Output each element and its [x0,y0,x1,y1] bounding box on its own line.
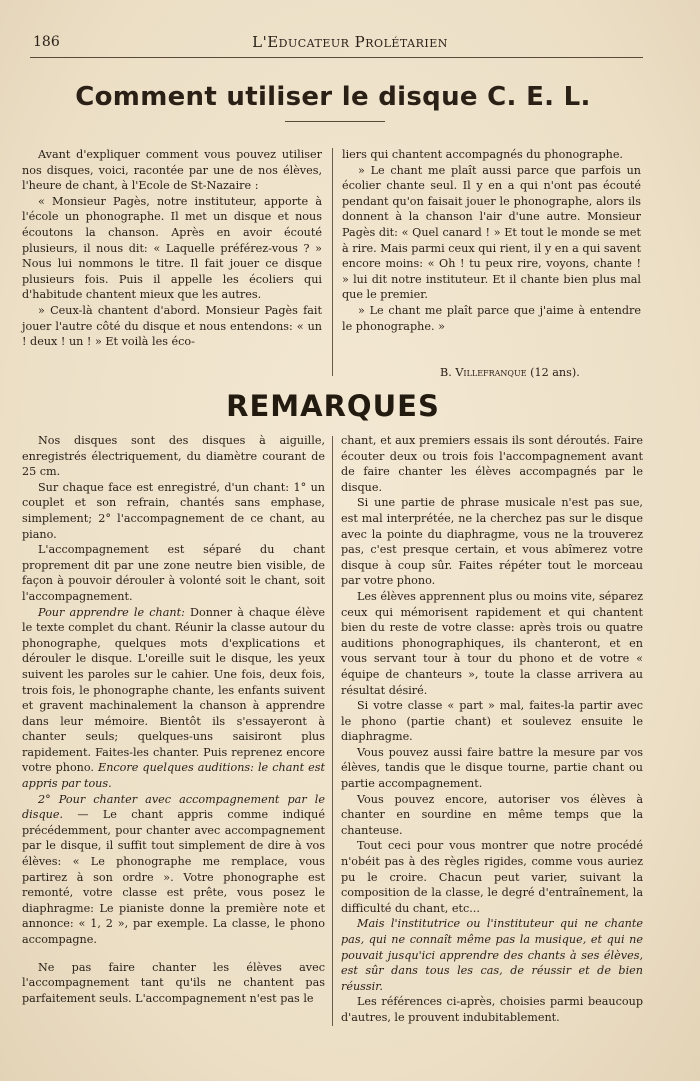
remark-emphasis: Encore quelques auditions: le chant est appris par tous. [22,761,325,791]
remark-paragraph: Les élèves apprennent plus ou moins vite, séparez ceux qui mémorisent rapidement et qui chantent bien du reste de votre classe: après trois ou quatre auditions phonographiques, ils chanteront, et en vous servant tour à tour du phono et de votre « équipe de chanteurs », toute la classe arrivera au résultat désiré. [341,589,644,697]
remark-paragraph: Les références ci-après, choisies parmi beaucoup d'autres, le prouvent indubitablement. [341,995,643,1024]
signature-age: (12 ans). [526,366,580,379]
article-column-right [342,147,641,334]
remark-text: — Le chant appris comme indiqué précédemment, pour chanter avec accompagnement par le disque, il suffit tout simplement de dire à vos élèves: « Le phonographe me remplace, vous partirez à son ordre ». Votre phonographe est remonté, votre classe est prête, vous posez le diaphragme: Le pianiste donne la première note et annonce: « 1, 2 », par exemple. La classe, le phono accompagne. [22,808,325,946]
remark-paragraph: Sur chaque face est enregistré, d'un chant: 1° un couplet et son refrain, chantés sans emphase, simplement; 2° l'accompagnement de ce chant, au piano. [22,480,325,541]
article-paragraph: liers qui chantent accompagnés du phonographe. [342,148,623,161]
remark-label: 2° Pour chanter avec accompagnement par le disque. [22,792,325,822]
remarques-column-right [341,433,643,1026]
article-title: Comment utiliser le disque C. E. L. [75,82,591,112]
section-heading: REMARQUES [226,389,440,423]
remark-label: Pour apprendre le chant: [38,605,185,619]
column-divider [332,148,333,376]
article-paragraph: » Ceux-là chantent d'abord. Monsieur Pagès fait jouer l'autre côté du disque et nous entendons: « un ! deux ! un ! » Et voilà les éco- [22,303,322,349]
article-column-left [22,147,322,350]
running-header: L'Educateur Prolétarien [252,33,448,51]
article-paragraph: » Le chant me plaît parce que j'aime à entendre le phonographe. » [342,303,641,333]
signature-name: Villefranque [455,366,527,379]
signature [440,366,580,379]
remark-paragraph [22,605,325,792]
header-rule [30,57,643,58]
remark-paragraph: Nos disques sont des disques à aiguille, enregistrés électriquement, du diamètre courant de 25 cm. [22,434,325,479]
remark-paragraph: L'accompagnement est séparé du chant proprement dit par une zone neutre bien visible, de façon à pouvoir dérouler à volonté soit le chant, soit l'accompagnement. [22,543,325,603]
article-paragraph: Avant d'expliquer comment vous pouvez utiliser nos disques, voici, racontée par une de nos élèves, l'heure de chant, à l'Ecole de St-Nazaire : [22,148,322,193]
remark-paragraph: Vous pouvez encore, autoriser vos élèves à chanter en sourdine en même temps que la chanteuse. [341,792,643,837]
remark-text: Donner à chaque élève le texte complet du chant. Réunir la classe autour du phonographe, quelques mots d'explications et dérouler le disque. L'oreille suit le disque, les yeux suivent les paroles sur le cahier. Une fois, deux fois, trois fois, le phonographe chante, les enfants suivent et gravent machinalement la chanson à apprendre dans leur mémoire. Bientôt ils s'essayeront à chanter seuls; quelques-uns saisiront plus rapidement. Faites-les chanter. Puis reprenez encore votre phono. [22,605,326,775]
remarques-column-left [22,433,325,1006]
column-divider [332,436,333,1026]
remark-paragraph: Vous pouvez aussi faire battre la mesure par vos élèves, tandis que le disque tourne, partie chant ou partie accompagnement. [341,745,643,791]
title-underline [285,121,385,122]
remark-paragraph: chant, et aux premiers essais ils sont déroutés. Faire écouter deux ou trois fois l'accompagnement avant de faire chanter les élèves accompagnés par le disque. [341,434,643,494]
signature-initial: B. [440,366,456,379]
article-paragraph: « Monsieur Pagès, notre instituteur, apporte à l'école un phonographe. Il met un disque et nous écoutons la chanson. Après en avoir écouté plusieurs, il nous dit: « Laquelle préférez-vous ? » Nous lui nommons le titre. Il fait jouer ce disque plusieurs fois. Puis il appelle les écoliers qui d'habitude chantent mieux que les autres. [22,194,322,302]
remark-paragraph: Si votre classe « part » mal, faites-la partir avec le phono (partie chant) et soulevez ensuite le diaphragme. [341,699,643,744]
remark-paragraph: Tout ceci pour vous montrer que notre procédé n'obéit pas à des règles rigides, comme vous auriez pu le croire. Chacun peut varier, suivant la composition de la classe, le degré d'entraînement, la difficulté du chant, etc... [341,839,643,915]
remark-paragraph: Mais l'institutrice ou l'instituteur qui ne chante pas, qui ne connaît même pas la musique, et qui ne pouvait jusqu'ici apprendre des chants à ses élèves, est sûr dans tous les cas, de réussir et de bien réussir. [341,917,643,993]
remark-paragraph: Si une partie de phrase musicale n'est pas sue, est mal interprétée, ne la cherchez pas sur le disque avec la pointe du diaphragme, vous ne la trouverez pas, c'est presque certain, et vous abîmerez votre disque à coup sûr. Faites répéter tout le morceau par votre phono. [341,496,643,588]
article-paragraph: » Le chant me plaît aussi parce que parfois un écolier chante seul. Il y en a qui n'ont pas écouté pendant qu'on faisait jouer le phonographe, alors ils donnent à la chanson l'air d'une autre. Monsieur Pagès dit: « Quel canard ! » Et tout le monde se met à rire. Mais parmi ceux qui rient, il y en a qui savent encore moins: « Oh ! tu peux rire, voyons, chante ! » lui dit notre instituteur. Et il chante bien plus mal que le premier. [342,163,641,302]
page-number: 186 [33,34,60,50]
remark-paragraph [22,792,325,948]
remark-paragraph: Ne pas faire chanter les élèves avec l'accompagnement tant qu'ils ne chantent pas parfaitement seuls. L'accompagnement n'est pas le [22,960,325,1005]
